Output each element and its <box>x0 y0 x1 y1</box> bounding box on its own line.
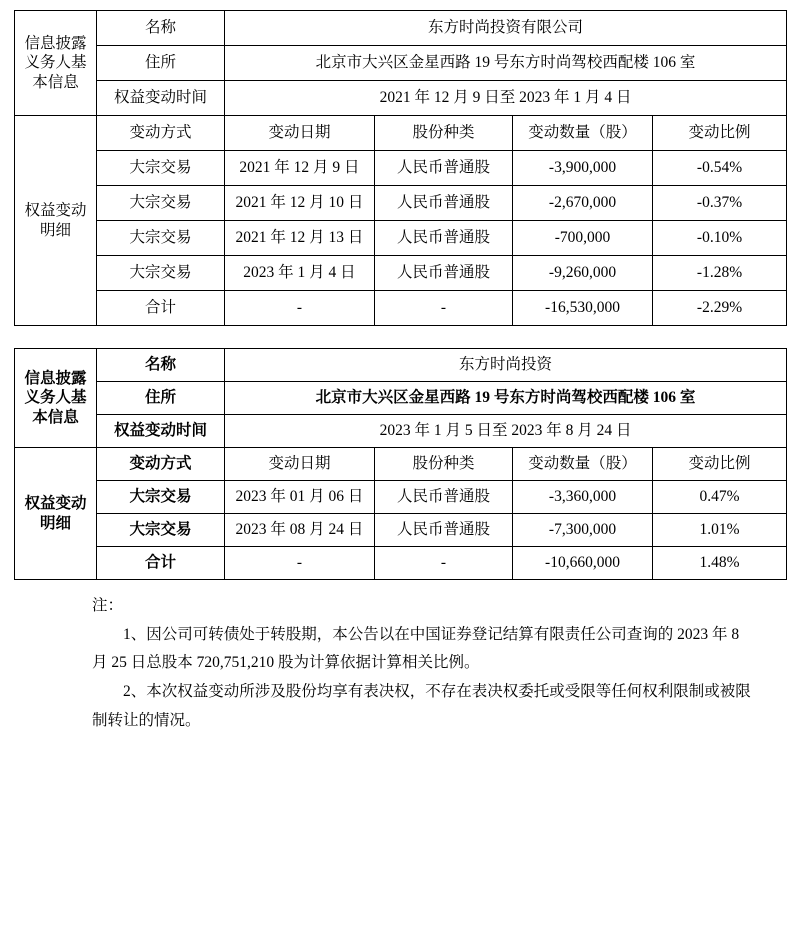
cell-total-amount: -10,660,000 <box>513 547 653 580</box>
basic-info-key: 住所 <box>97 46 225 81</box>
cell-change-ratio: 1.01% <box>653 514 787 547</box>
table-row <box>15 349 787 382</box>
cell-change-amount: -9,260,000 <box>513 256 653 291</box>
cell-change-date: 2021 年 12 月 13 日 <box>225 221 375 256</box>
cell-change-type: 大宗交易 <box>97 151 225 186</box>
cell-total-label: 合计 <box>97 547 225 580</box>
table-row <box>15 514 787 547</box>
cell-change-date: 2021 年 12 月 9 日 <box>225 151 375 186</box>
cell-change-amount: -700,000 <box>513 221 653 256</box>
table-gap <box>14 326 786 348</box>
table-header-row <box>15 448 787 481</box>
basic-info-value: 东方时尚投资 <box>225 349 787 382</box>
column-header: 变动方式 <box>97 116 225 151</box>
table-total-row <box>15 291 787 326</box>
column-header: 变动方式 <box>97 448 225 481</box>
cell-share-type: 人民币普通股 <box>375 221 513 256</box>
cell-change-type: 大宗交易 <box>97 186 225 221</box>
notes-section <box>14 592 786 735</box>
equity-change-table-2 <box>14 348 787 580</box>
cell-change-type: 大宗交易 <box>97 514 225 547</box>
cell-change-type: 大宗交易 <box>97 221 225 256</box>
basic-info-key: 权益变动时间 <box>97 81 225 116</box>
cell-change-date: - <box>225 547 375 580</box>
table-row <box>15 46 787 81</box>
cell-change-date: 2023 年 08 月 24 日 <box>225 514 375 547</box>
column-header: 变动数量（股） <box>513 116 653 151</box>
basic-info-key: 住所 <box>97 382 225 415</box>
basic-info-value: 北京市大兴区金星西路 19 号东方时尚驾校西配楼 106 室 <box>225 46 787 81</box>
cell-share-type: - <box>375 291 513 326</box>
table-row <box>15 382 787 415</box>
cell-total-label: 合计 <box>97 291 225 326</box>
cell-share-type: 人民币普通股 <box>375 481 513 514</box>
detail-label: 权益变动明细 <box>15 448 97 580</box>
table-row <box>15 481 787 514</box>
cell-total-ratio: 1.48% <box>653 547 787 580</box>
cell-change-type: 大宗交易 <box>97 481 225 514</box>
cell-change-amount: -7,300,000 <box>513 514 653 547</box>
column-header: 股份种类 <box>375 448 513 481</box>
cell-total-ratio: -2.29% <box>653 291 787 326</box>
basic-info-value: 北京市大兴区金星西路 19 号东方时尚驾校西配楼 106 室 <box>225 382 787 415</box>
cell-change-ratio: 0.47% <box>653 481 787 514</box>
column-header: 变动日期 <box>225 116 375 151</box>
cell-share-type: - <box>375 547 513 580</box>
column-header: 变动数量（股） <box>513 448 653 481</box>
cell-share-type: 人民币普通股 <box>375 151 513 186</box>
cell-change-ratio: -0.54% <box>653 151 787 186</box>
cell-share-type: 人民币普通股 <box>375 514 513 547</box>
cell-share-type: 人民币普通股 <box>375 186 513 221</box>
note-item-2: 2、本次权益变动所涉及股份均享有表决权，不存在表决权委托或受限等任何权利限制或被限制转让的情况。 <box>92 683 751 729</box>
basic-info-key: 名称 <box>97 349 225 382</box>
basic-info-value: 东方时尚投资有限公司 <box>225 11 787 46</box>
basic-info-value: 2023 年 1 月 5 日至 2023 年 8 月 24 日 <box>225 415 787 448</box>
cell-change-ratio: -1.28% <box>653 256 787 291</box>
cell-share-type: 人民币普通股 <box>375 256 513 291</box>
cell-change-amount: -3,360,000 <box>513 481 653 514</box>
table-total-row <box>15 547 787 580</box>
basic-info-key: 名称 <box>97 11 225 46</box>
table-row <box>15 81 787 116</box>
cell-change-amount: -3,900,000 <box>513 151 653 186</box>
column-header: 股份种类 <box>375 116 513 151</box>
basic-info-value: 2021 年 12 月 9 日至 2023 年 1 月 4 日 <box>225 81 787 116</box>
cell-change-ratio: -0.37% <box>653 186 787 221</box>
cell-change-amount: -2,670,000 <box>513 186 653 221</box>
cell-change-date: 2023 年 01 月 06 日 <box>225 481 375 514</box>
notes-title: 注： <box>92 597 124 614</box>
basic-info-key: 权益变动时间 <box>97 415 225 448</box>
cell-change-ratio: -0.10% <box>653 221 787 256</box>
table-row <box>15 186 787 221</box>
table-row <box>15 256 787 291</box>
column-header: 变动比例 <box>653 448 787 481</box>
cell-change-type: 大宗交易 <box>97 256 225 291</box>
detail-label: 权益变动明细 <box>15 116 97 326</box>
table-row <box>15 151 787 186</box>
column-header: 变动比例 <box>653 116 787 151</box>
basic-info-label: 信息披露义务人基本信息 <box>15 349 97 448</box>
cell-change-date: 2023 年 1 月 4 日 <box>225 256 375 291</box>
table-header-row <box>15 116 787 151</box>
basic-info-label: 信息披露义务人基本信息 <box>15 11 97 116</box>
table-row <box>15 415 787 448</box>
cell-change-date: 2021 年 12 月 10 日 <box>225 186 375 221</box>
cell-change-date: - <box>225 291 375 326</box>
cell-total-amount: -16,530,000 <box>513 291 653 326</box>
equity-change-table-1 <box>14 10 787 326</box>
note-item-1: 1、因公司可转债处于转股期，本公告以在中国证券登记结算有限责任公司查询的 2023 年 8 月 25 日总股本 720,751,210 股为计算依据计算相关比例。 <box>92 625 740 672</box>
table-row <box>15 11 787 46</box>
column-header: 变动日期 <box>225 448 375 481</box>
table-row <box>15 221 787 256</box>
